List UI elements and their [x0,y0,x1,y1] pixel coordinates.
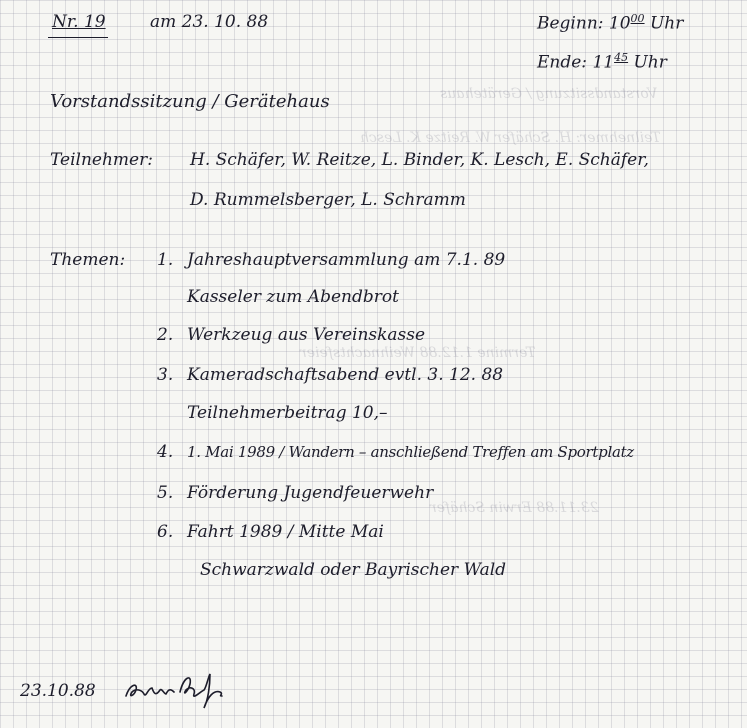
topic-line: Fahrt 1989 / Mitte Mai [187,522,384,542]
meeting-title: Vorstandssitzung / Gerätehaus [50,91,330,112]
topic-line: Kasseler zum Abendbrot [187,287,399,307]
footer-date: 23.10.88 [20,681,96,701]
begin-hour: 10 [608,13,631,34]
minutes-number: Nr. 19 [52,12,106,32]
end-minutes: 45 [614,51,629,64]
end-hour: 11 [592,52,615,73]
topic-number: 5. [157,483,174,503]
bleed-through-text: Termine 1.12.88 Weihnachtsfeier [300,345,536,361]
participants-line-1: H. Schäfer, W. Reitze, L. Binder, K. Lesch, E. Schäfer, [190,150,649,170]
bleed-through-text: 23.11.88 Erwin Schäfer [430,500,599,516]
topic-number: 6. [157,522,174,542]
participants-label: Teilnehmer: [50,150,153,170]
topic-number: 4. [157,442,174,462]
signature [122,666,234,712]
meeting-date: am 23. 10. 88 [150,12,269,32]
begin-minutes: 00 [630,12,645,25]
topic-line: Werkzeug aus Vereinskasse [187,325,426,345]
bleed-through-text: Vorstandssitzung / Gerätehaus [440,86,658,102]
topic-line: Teilnehmerbeitrag 10,– [187,403,388,423]
topic-line: 1. Mai 1989 / Wandern – anschließend Treffen am Sportplatz [187,443,634,461]
topic-line: Jahreshauptversammlung am 7.1. 89 [187,250,506,270]
topic-line: Schwarzwald oder Bayrischer Wald [200,560,507,580]
bleed-through-text: Teilnehmer: H. Schäfer W. Reitze K. Lesch [360,130,661,146]
begin-time [537,9,683,34]
end-unit: Uhr [633,52,667,73]
end-time [537,48,667,73]
topic-line: Kameradschaftsabend evtl. 3. 12. 88 [187,365,504,385]
topic-number: 1. [157,250,174,270]
topics-label: Themen: [50,250,126,270]
topic-number: 2. [157,325,174,345]
number-underline [48,37,108,38]
begin-unit: Uhr [649,13,684,34]
topic-line: Förderung Jugendfeuerwehr [187,483,434,503]
participants-line-2: D. Rummelsberger, L. Schramm [190,190,466,210]
end-label: Ende: [537,52,588,73]
topic-number: 3. [157,365,174,385]
begin-label: Beginn: [537,13,604,34]
